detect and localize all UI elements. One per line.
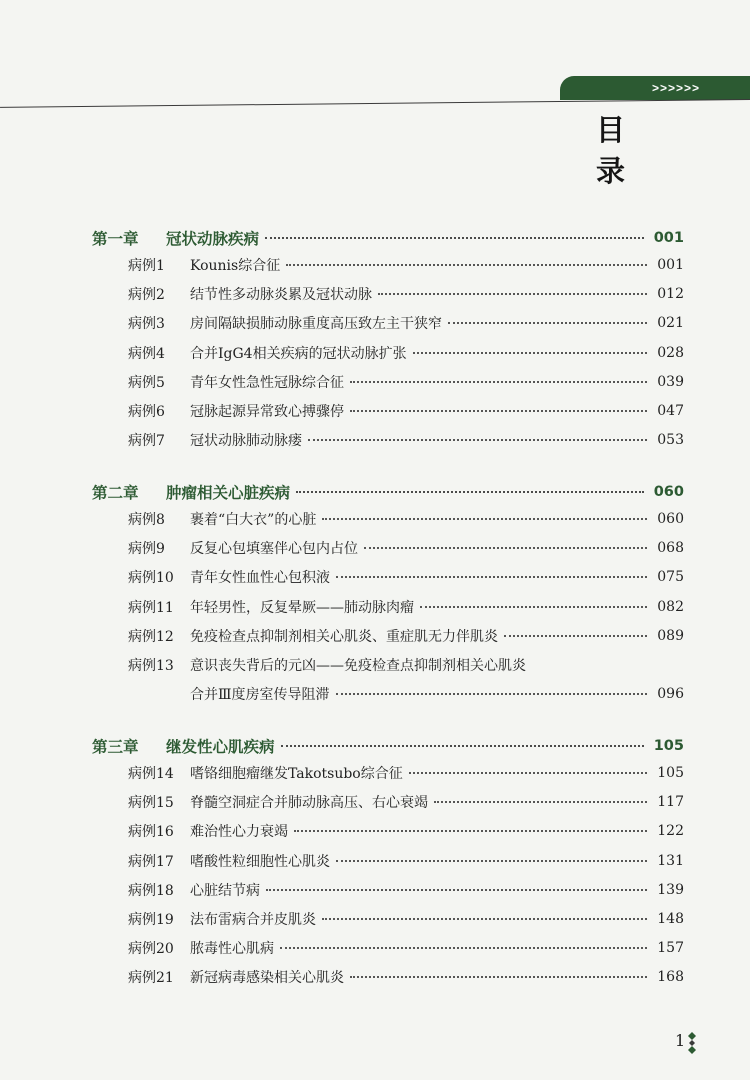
case-page-number: 157: [657, 940, 684, 957]
chapter-title: 肿瘤相关心脏疾病: [166, 484, 291, 502]
chapter-number: 第三章: [92, 738, 139, 756]
chapter-title: 继发性心肌疾病: [166, 738, 275, 756]
case-number: 病例12: [128, 628, 174, 645]
case-number: 病例13: [128, 658, 174, 674]
case-row: [0, 310, 750, 336]
case-leader-dots: [364, 547, 647, 549]
case-title: 房间隔缺损肺动脉重度高压致左主干狭窄: [190, 316, 442, 333]
chapter-page-number: 001: [653, 230, 684, 246]
case-leader-dots: [378, 293, 647, 295]
case-page-number: 039: [657, 373, 684, 390]
chapter-page-number: 105: [653, 738, 684, 754]
case-leader-dots: [504, 635, 647, 637]
case-row: [0, 564, 750, 590]
chapter-title: 冠状动脉疾病: [166, 230, 260, 248]
case-page-number: 060: [657, 511, 684, 527]
case-number: 病例14: [128, 766, 174, 782]
case-page-number: 082: [657, 598, 684, 615]
case-page-number: 117: [657, 794, 684, 811]
case-leader-dots: [336, 693, 647, 695]
case-number: 病例1: [128, 258, 165, 274]
case-page-number: 053: [657, 432, 684, 449]
case-number: 病例20: [128, 941, 174, 958]
case-row: [0, 252, 750, 278]
case-row: [0, 506, 750, 532]
case-page-number: 139: [657, 881, 684, 898]
case-title: 脓毒性心肌病: [190, 941, 274, 958]
case-title: 青年女性血性心包积液: [190, 570, 330, 587]
case-number: 病例5: [128, 374, 165, 391]
page-title: 目 录: [596, 113, 644, 188]
case-page-number: 089: [657, 627, 684, 644]
case-leader-dots: [336, 576, 647, 578]
case-title: 冠状动脉肺动脉瘘: [190, 433, 302, 450]
case-row: [0, 427, 750, 453]
chapter-leader-dots: [296, 491, 644, 493]
case-leader-dots: [350, 410, 647, 412]
case-leader-dots: [322, 918, 647, 920]
header-rule: [0, 99, 750, 108]
case-leader-dots: [409, 772, 647, 774]
case-row: [0, 964, 750, 990]
case-row: [0, 906, 750, 932]
case-row: [0, 935, 750, 961]
case-leader-dots: [266, 889, 647, 891]
case-row: [0, 623, 750, 649]
case-page-number: 001: [657, 257, 684, 273]
case-page-number: 021: [657, 315, 684, 332]
case-leader-dots: [350, 381, 647, 383]
case-title-continuation: 合并Ⅲ度房室传导阻滞: [190, 687, 330, 704]
case-title: 难治性心力衰竭: [190, 824, 288, 841]
case-leader-dots: [308, 439, 647, 441]
chapter-row: [0, 733, 750, 759]
case-number: 病例17: [128, 853, 174, 870]
case-title: Kounis综合征: [190, 258, 281, 274]
case-page-number: 012: [657, 286, 684, 303]
chapter-number: 第一章: [92, 230, 139, 248]
case-leader-dots: [322, 518, 647, 520]
chapter-number: 第二章: [92, 484, 139, 502]
case-title: 脊髓空洞症合并肺动脉高压、右心衰竭: [190, 795, 428, 812]
header-tab-label: >>>>>>: [652, 81, 701, 95]
case-number: 病例11: [128, 599, 174, 616]
case-leader-dots: [294, 830, 647, 832]
case-leader-dots: [448, 322, 647, 324]
case-leader-dots: [286, 264, 647, 266]
case-page-number: 168: [657, 969, 684, 986]
case-number: 病例2: [128, 287, 165, 304]
case-title: 合并IgG4相关疾病的冠状动脉扩张: [190, 345, 407, 362]
case-leader-dots: [350, 976, 647, 978]
case-number: 病例15: [128, 795, 174, 812]
case-title: 结节性多动脉炎累及冠状动脉: [190, 287, 372, 304]
case-title: 冠脉起源异常致心搏骤停: [190, 404, 344, 420]
case-row: [0, 398, 750, 424]
case-title: 年轻男性，反复晕厥——肺动脉肉瘤: [190, 599, 414, 616]
case-leader-dots: [280, 947, 647, 949]
diamond-ornament-icon: [687, 1032, 697, 1054]
chapter-row: [0, 479, 750, 505]
case-row: [0, 652, 750, 678]
chapter-leader-dots: [265, 237, 644, 239]
case-title: 新冠病毒感染相关心肌炎: [190, 970, 344, 987]
case-title: 裹着“白大衣”的心脏: [190, 512, 317, 528]
case-title: 嗜铬细胞瘤继发Takotsubo综合征: [190, 766, 403, 782]
case-row: [0, 535, 750, 561]
case-number: 病例10: [128, 570, 174, 587]
case-leader-dots: [434, 801, 647, 803]
case-leader-dots: [420, 606, 647, 608]
case-title: 法布雷病合并皮肌炎: [190, 912, 316, 928]
case-row: [0, 369, 750, 395]
chapter-page-number: 060: [653, 484, 684, 500]
case-row: [0, 848, 750, 874]
case-row: [0, 760, 750, 786]
case-number: 病例4: [128, 345, 165, 362]
chapter-row: [0, 225, 750, 251]
case-page-number: 096: [657, 686, 684, 703]
case-number: 病例18: [128, 882, 174, 899]
page-number: 1: [675, 1031, 686, 1050]
case-leader-dots: [336, 860, 647, 862]
case-title: 意识丧失背后的元凶——免疫检查点抑制剂相关心肌炎: [190, 658, 526, 674]
case-number: 病例7: [128, 433, 165, 450]
case-number: 病例19: [128, 912, 174, 928]
case-title: 心脏结节病: [190, 882, 260, 899]
case-number: 病例21: [128, 970, 174, 987]
case-title: 青年女性急性冠脉综合征: [190, 374, 344, 391]
case-title: 免疫检查点抑制剂相关心肌炎、重症肌无力伴肌炎: [190, 628, 498, 645]
case-number: 病例3: [128, 316, 165, 333]
case-row: [0, 281, 750, 307]
chapter-leader-dots: [281, 745, 644, 747]
case-page-number: 105: [657, 765, 684, 781]
case-page-number: 148: [657, 911, 684, 927]
case-number: 病例16: [128, 824, 174, 841]
case-page-number: 047: [657, 403, 684, 419]
case-page-number: 122: [657, 823, 684, 840]
case-page-number: 028: [657, 344, 684, 361]
case-title: 反复心包填塞伴心包内占位: [190, 541, 358, 558]
case-row: [0, 594, 750, 620]
case-page-number: 068: [657, 540, 684, 557]
case-row: [0, 877, 750, 903]
case-row-continuation: [0, 681, 750, 707]
case-row: [0, 340, 750, 366]
header-tab: [560, 76, 750, 100]
case-leader-dots: [413, 352, 647, 354]
case-row: [0, 789, 750, 815]
case-title: 嗜酸性粒细胞性心肌炎: [190, 853, 330, 870]
case-page-number: 075: [657, 569, 684, 586]
case-number: 病例8: [128, 512, 165, 528]
case-number: 病例9: [128, 541, 165, 558]
case-row: [0, 818, 750, 844]
case-number: 病例6: [128, 404, 165, 420]
case-page-number: 131: [657, 852, 684, 869]
